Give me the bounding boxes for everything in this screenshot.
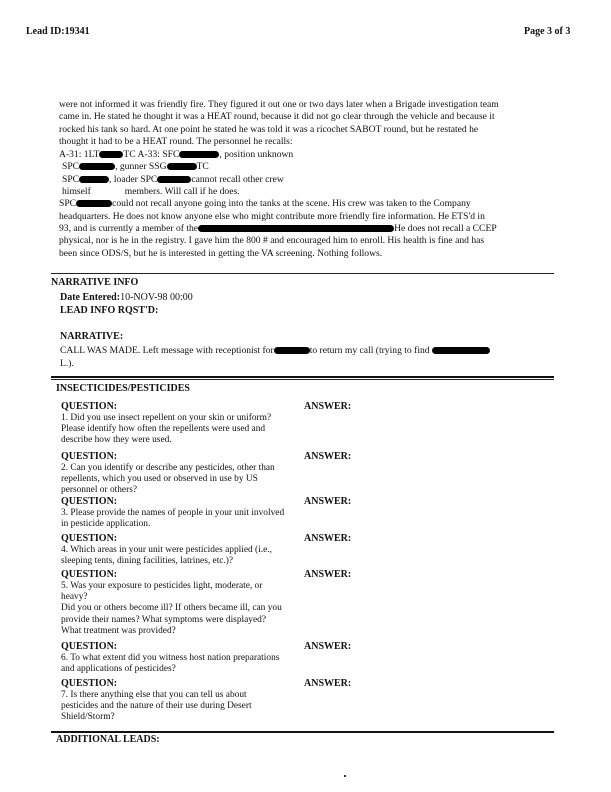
body-line: physical, nor is he in the registry. I gave him the 800 # and encouraged him to enroll. His health is fine and has — [59, 235, 485, 246]
lead-id: Lead ID:19341 — [26, 26, 90, 37]
crew-line: A-31: 1LT TC A-33: SFC , position unknown — [59, 149, 294, 160]
body-line: SPC could not recall anyone going into the tanks at the scene. His crew was taken to the Company — [59, 198, 471, 209]
question-text: heavy? — [61, 591, 88, 602]
question-text: What treatment was provided? — [61, 626, 176, 637]
body-line: 93, and is currently a member of the He does not recall a CCEP — [59, 223, 497, 234]
answer-label: ANSWER: — [304, 496, 352, 507]
narrative-info-heading: NARRATIVE INFO — [51, 277, 139, 288]
redaction — [274, 347, 310, 354]
speck — [344, 775, 346, 777]
insecticides-heading: INSECTICIDES/PESTICIDES — [56, 383, 190, 394]
section-divider — [51, 376, 554, 378]
question-text: Please identify how often the repellents were used and — [61, 423, 266, 434]
crew-line: himself members. Will call if he does. — [62, 186, 240, 197]
body-line: thought it had to be a HEAT round. The personnel he recalls: — [59, 136, 293, 147]
narrative-label: NARRATIVE: — [60, 331, 124, 342]
question-text: 6. To what extent did you witness host nation preparations — [61, 652, 280, 663]
date-entered: Date Entered:10-NOV-98 00:00 — [60, 292, 193, 303]
question-label: QUESTION: — [61, 401, 118, 412]
question-label: QUESTION: — [61, 533, 118, 544]
section-divider — [51, 731, 554, 733]
redaction — [432, 347, 490, 354]
section-divider — [51, 273, 554, 274]
redaction — [167, 163, 197, 170]
narrative-text: CALL WAS MADE. Left message with receptionist for to return my call (trying to find — [60, 345, 490, 357]
lead-info-requested: LEAD INFO RQST'D: — [60, 305, 159, 316]
question-text: repellents, which you used or observed in use by US — [61, 473, 258, 484]
question-text: sleeping tents, dining facilities, latrines, etc.)? — [61, 555, 234, 566]
question-text: 4. Which areas in your unit were pesticides applied (i.e., — [61, 544, 272, 555]
question-text: describe how they were used. — [61, 435, 172, 446]
redaction — [76, 200, 112, 207]
question-text: 3. Please provide the names of people in your unit involved — [61, 507, 285, 518]
question-text: 7. Is there anything else that you can tell us about — [61, 689, 247, 700]
page-number: Page 3 of 3 — [524, 26, 571, 37]
section-divider — [51, 379, 554, 380]
question-label: QUESTION: — [61, 451, 118, 462]
redaction — [79, 176, 109, 183]
redaction — [99, 151, 123, 158]
question-label: QUESTION: — [61, 641, 118, 652]
crew-line: SPC , gunner SSG TC — [62, 161, 209, 172]
redaction — [79, 163, 115, 170]
question-text: in pesticide application. — [61, 518, 151, 529]
answer-label: ANSWER: — [304, 641, 352, 652]
redaction — [198, 225, 394, 232]
redaction — [179, 151, 219, 158]
question-label: QUESTION: — [61, 569, 118, 580]
answer-label: ANSWER: — [304, 533, 352, 544]
crew-line: SPC , loader SPC cannot recall other crew — [62, 174, 284, 185]
question-label: QUESTION: — [61, 678, 118, 689]
question-label: QUESTION: — [61, 496, 118, 507]
narrative-text: L.). — [60, 358, 74, 369]
question-text: 2. Can you identify or describe any pesticides, other than — [61, 462, 275, 473]
body-line: rocked his tank so hard. At one point he stated he was told it was a ricochet SABOT round, but he restated he — [59, 124, 479, 135]
question-text: provide their names? What symptoms were displayed? — [61, 614, 266, 625]
question-text: pesticides and the nature of their use during Desert — [61, 700, 252, 711]
answer-label: ANSWER: — [304, 401, 352, 412]
body-line: came in. He stated he thought it was a HEAT round, because it did not go clear through the vehicle and because it — [59, 111, 495, 122]
question-text: 1. Did you use insect repellent on your skin or uniform? — [61, 412, 272, 423]
additional-leads-heading: ADDITIONAL LEADS: — [56, 734, 160, 745]
question-text: Did you or others become ill? If others became ill, can you — [61, 603, 282, 614]
question-text: 5. Was your exposure to pesticides light, moderate, or — [61, 580, 263, 591]
question-text: Shield/Storm? — [61, 712, 115, 723]
redaction — [157, 176, 191, 183]
body-line: been since ODS/S, but he is interested in getting the VA screening. Nothing follows. — [59, 248, 383, 259]
body-line: headquarters. He does not know anyone else who might contribute more friendly fire information. He ETS'd in — [59, 211, 485, 222]
body-line: were not informed it was friendly fire. They figured it out one or two days later when a Brigade investigation team — [59, 99, 499, 110]
question-text: personnel or others? — [61, 485, 138, 496]
question-text: and applications of pesticides? — [61, 663, 176, 674]
answer-label: ANSWER: — [304, 451, 352, 462]
answer-label: ANSWER: — [304, 678, 352, 689]
answer-label: ANSWER: — [304, 569, 352, 580]
